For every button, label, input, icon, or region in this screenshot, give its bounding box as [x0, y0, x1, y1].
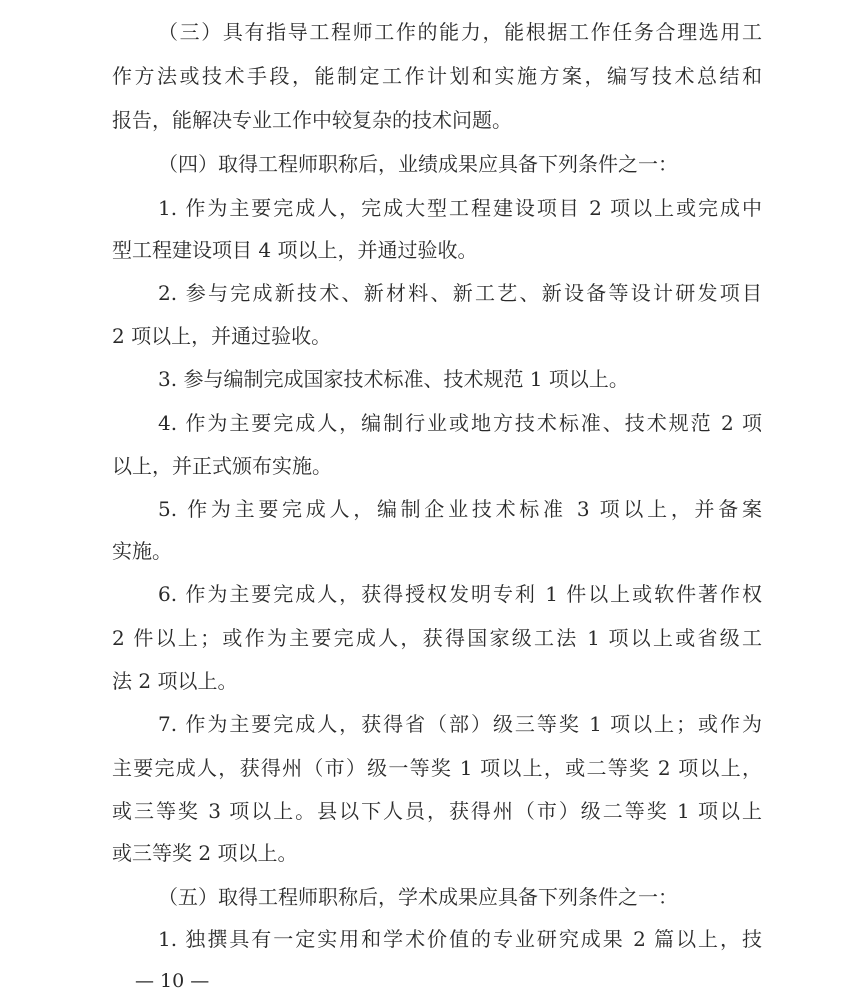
paragraph-line: 3. 参与编制完成国家技术标准、技术规范 1 项以上。 [158, 367, 629, 391]
paragraph-line: 7. 作为主要完成人，获得省（部）级三等奖 1 项以上；或作为 [158, 712, 762, 736]
paragraph-line: （五）取得工程师职称后，学术成果应具备下列条件之一： [158, 885, 678, 909]
paragraph-line: （四）取得工程师职称后，业绩成果应具备下列条件之一： [158, 152, 678, 176]
paragraph-line: 作方法或技术手段，能制定工作计划和实施方案，编写技术总结和 [112, 64, 762, 88]
paragraph-line: 或三等奖 3 项以上。县以下人员，获得州（市）级二等奖 1 项以上 [112, 799, 762, 823]
paragraph-line: 2. 参与完成新技术、新材料、新工艺、新设备等设计研发项目 [158, 281, 762, 305]
paragraph-line: 1. 作为主要完成人，完成大型工程建设项目 2 项以上或完成中 [158, 196, 762, 220]
paragraph-line: 实施。 [112, 539, 172, 563]
paragraph-line: 2 项以上，并通过验收。 [112, 324, 332, 348]
paragraph-line: （三）具有指导工程师工作的能力，能根据工作任务合理选用工 [158, 20, 762, 44]
paragraph-line: 主要完成人，获得州（市）级一等奖 1 项以上，或二等奖 2 项以上， [112, 756, 762, 780]
paragraph-line: 1. 独撰具有一定实用和学术价值的专业研究成果 2 篇以上，技 [158, 927, 762, 951]
paragraph-line: 2 件以上；或作为主要完成人，获得国家级工法 1 项以上或省级工 [112, 626, 762, 650]
page-number: — 10 — [135, 970, 210, 992]
paragraph-line: 以上，并正式颁布实施。 [112, 454, 332, 478]
paragraph-line: 法 2 项以上。 [112, 669, 238, 693]
paragraph-line: 5. 作为主要完成人，编制企业技术标准 3 项以上，并备案 [158, 497, 762, 521]
paragraph-line: 报告，能解决专业工作中较复杂的技术问题。 [112, 108, 512, 132]
paragraph-line: 4. 作为主要完成人，编制行业或地方技术标准、技术规范 2 项 [158, 411, 762, 435]
paragraph-line: 型工程建设项目 4 项以上，并通过验收。 [112, 238, 478, 262]
paragraph-line: 6. 作为主要完成人，获得授权发明专利 1 件以上或软件著作权 [158, 582, 762, 606]
paragraph-line: 或三等奖 2 项以上。 [112, 841, 298, 865]
